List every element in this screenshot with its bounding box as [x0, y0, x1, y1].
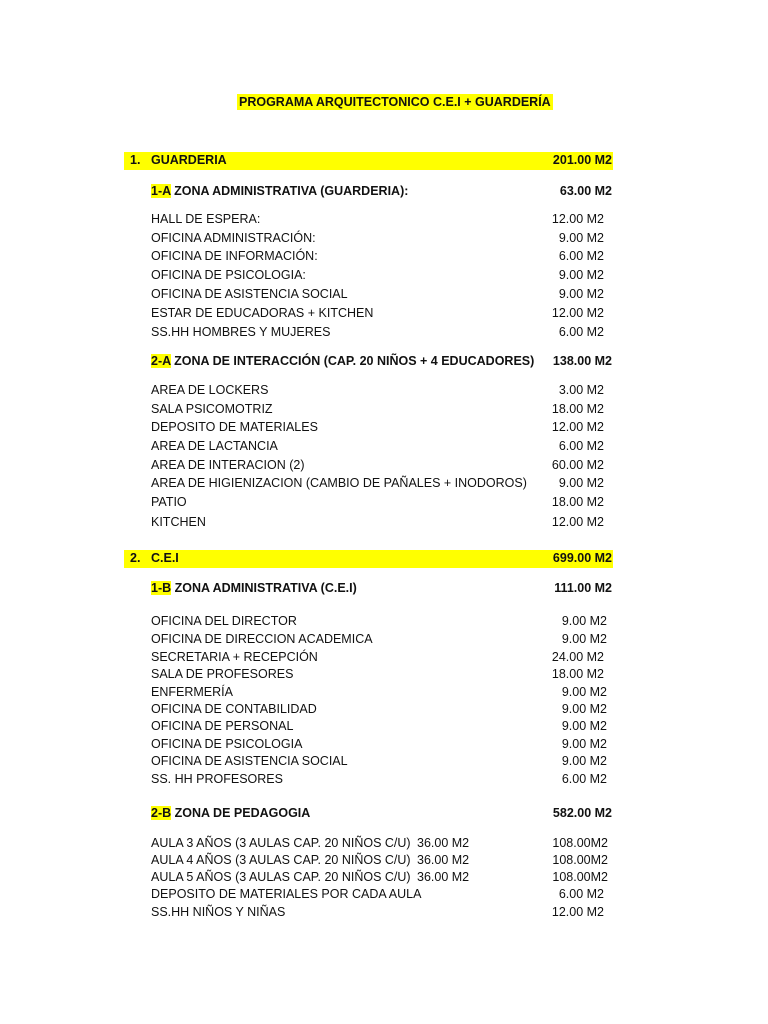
zone-total: 582.00 M2: [552, 806, 612, 820]
zone-total: 111.00 M2: [554, 581, 612, 595]
zone-total: 138.00 M2: [552, 354, 612, 368]
section-number: 2.: [130, 551, 141, 565]
item-area: 9.00 M2: [561, 632, 607, 646]
item-area: 24.00 M2: [551, 650, 604, 664]
list-item: AREA DE LOCKERS: [151, 383, 269, 397]
item-area: 6.00 M2: [561, 772, 607, 786]
list-item: SS.HH NIÑOS Y NIÑAS: [151, 905, 286, 919]
item-area: 108.00M2: [552, 836, 608, 850]
zone-heading: [151, 354, 534, 368]
list-item: OFICINA DE ASISTENCIA SOCIAL: [151, 287, 348, 301]
unit-area: 36.00 M2: [417, 836, 470, 850]
item-area: 6.00 M2: [558, 887, 604, 901]
list-item: OFICINA DEL DIRECTOR: [151, 614, 297, 628]
list-item: OFICINA DE PSICOLOGIA:: [151, 268, 306, 282]
list-item: ESTAR DE EDUCADORAS + KITCHEN: [151, 306, 374, 320]
item-area: 60.00 M2: [551, 458, 604, 472]
zone-code: 2-A: [151, 354, 171, 368]
zone-heading: [151, 581, 357, 595]
section-total: 201.00 M2: [552, 153, 612, 167]
list-item: KITCHEN: [151, 515, 206, 529]
list-item: SALA PSICOMOTRIZ: [151, 402, 273, 416]
list-item: AREA DE INTERACION (2): [151, 458, 305, 472]
page-title: PROGRAMA ARQUITECTONICO C.E.I + GUARDERÍA: [239, 95, 551, 109]
item-area: 12.00 M2: [551, 420, 604, 434]
list-item: SS.HH HOMBRES Y MUJERES: [151, 325, 331, 339]
list-item: SS. HH PROFESORES: [151, 772, 283, 786]
item-area: 12.00 M2: [551, 212, 604, 226]
item-area: 12.00 M2: [551, 306, 604, 320]
section-name: GUARDERIA: [151, 153, 227, 167]
zone-heading: [151, 184, 408, 198]
list-item: OFICINA DE DIRECCION ACADEMICA: [151, 632, 373, 646]
list-item: OFICINA DE PERSONAL: [151, 719, 294, 733]
list-item: AULA 5 AÑOS (3 AULAS CAP. 20 NIÑOS C/U): [151, 870, 411, 884]
unit-area: 36.00 M2: [417, 870, 470, 884]
section-number: 1.: [130, 153, 141, 167]
item-area: 108.00M2: [552, 870, 608, 884]
zone-title: ZONA ADMINISTRATIVA (C.E.I): [171, 581, 357, 595]
item-area: 9.00 M2: [561, 737, 607, 751]
item-area: 108.00M2: [552, 853, 608, 867]
list-item: SECRETARIA + RECEPCIÓN: [151, 650, 318, 664]
zone-code: 1-A: [151, 184, 171, 198]
zone-heading: [151, 806, 310, 820]
zone-title: ZONA ADMINISTRATIVA (GUARDERIA):: [170, 184, 409, 198]
item-area: 9.00 M2: [561, 614, 607, 628]
item-area: 3.00 M2: [558, 383, 604, 397]
item-area: 12.00 M2: [551, 905, 604, 919]
item-area: 9.00 M2: [558, 476, 604, 490]
item-area: 6.00 M2: [558, 249, 604, 263]
zone-title: ZONA DE PEDAGOGIA: [171, 806, 311, 820]
zone-code: 2-B: [151, 806, 172, 820]
list-item: DEPOSITO DE MATERIALES POR CADA AULA: [151, 887, 422, 901]
item-area: 18.00 M2: [551, 495, 604, 509]
unit-area: 36.00 M2: [417, 853, 470, 867]
list-item: AULA 4 AÑOS (3 AULAS CAP. 20 NIÑOS C/U): [151, 853, 411, 867]
list-item: AULA 3 AÑOS (3 AULAS CAP. 20 NIÑOS C/U): [151, 836, 411, 850]
list-item: ENFERMERÍA: [151, 685, 233, 699]
zone-total: 63.00 M2: [559, 184, 612, 198]
list-item: OFICINA DE CONTABILIDAD: [151, 702, 317, 716]
item-area: 6.00 M2: [558, 439, 604, 453]
item-area: 9.00 M2: [561, 754, 607, 768]
zone-code: 1-B: [151, 581, 172, 595]
list-item: AREA DE LACTANCIA: [151, 439, 278, 453]
zone-title: ZONA DE INTERACCIÓN (CAP. 20 NIÑOS + 4 EDUCADORES): [170, 354, 535, 368]
item-area: 9.00 M2: [561, 685, 607, 699]
item-area: 12.00 M2: [551, 515, 604, 529]
item-area: 18.00 M2: [551, 402, 604, 416]
section-highlight-bar: [124, 550, 613, 568]
item-area: 9.00 M2: [558, 231, 604, 245]
section-name: C.E.I: [151, 551, 179, 565]
list-item: OFICINA DE INFORMACIÓN:: [151, 249, 318, 263]
list-item: OFICINA ADMINISTRACIÓN:: [151, 231, 316, 245]
item-area: 9.00 M2: [558, 287, 604, 301]
list-item: PATIO: [151, 495, 187, 509]
section-total: 699.00 M2: [552, 551, 612, 565]
item-area: 9.00 M2: [558, 268, 604, 282]
item-area: 6.00 M2: [558, 325, 604, 339]
list-item: AREA DE HIGIENIZACION (CAMBIO DE PAÑALES + INODOROS): [151, 476, 527, 490]
list-item: OFICINA DE ASISTENCIA SOCIAL: [151, 754, 348, 768]
list-item: DEPOSITO DE MATERIALES: [151, 420, 318, 434]
item-area: 9.00 M2: [561, 702, 607, 716]
item-area: 9.00 M2: [561, 719, 607, 733]
list-item: HALL DE ESPERA:: [151, 212, 261, 226]
list-item: OFICINA DE PSICOLOGIA: [151, 737, 303, 751]
list-item: SALA DE PROFESORES: [151, 667, 294, 681]
item-area: 18.00 M2: [551, 667, 604, 681]
